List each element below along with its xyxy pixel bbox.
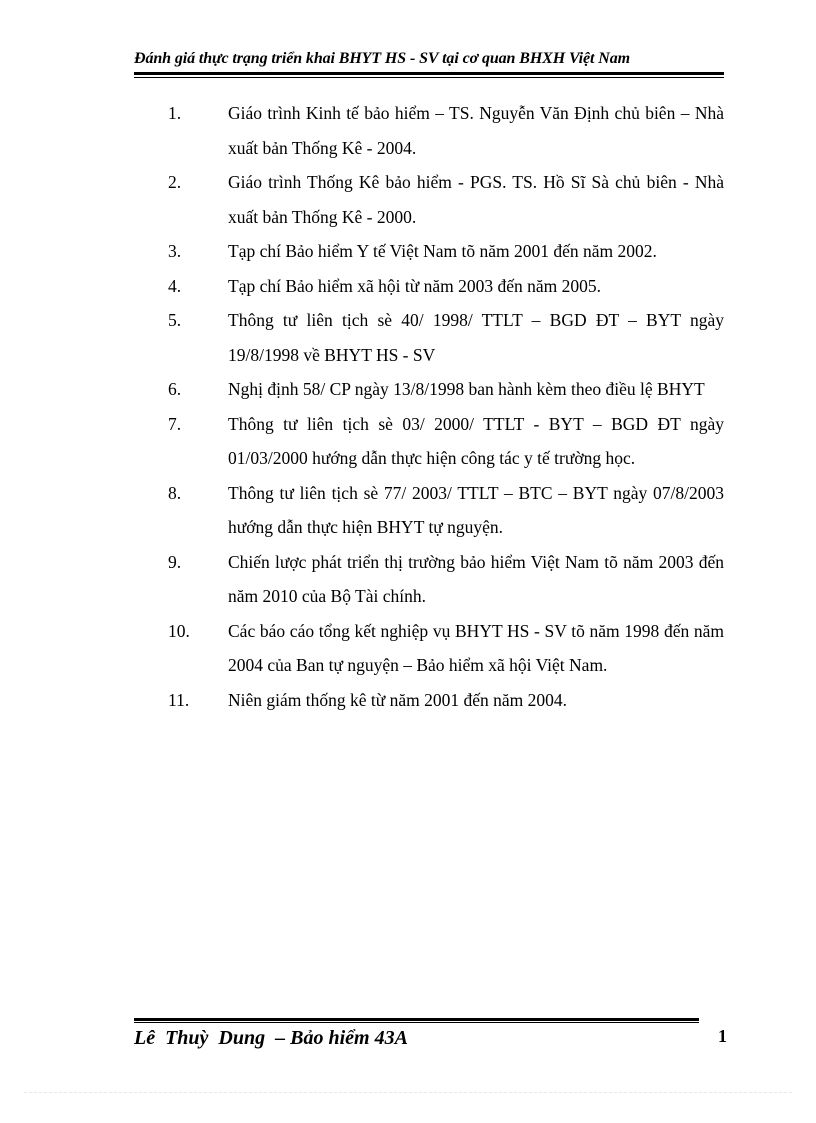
list-item-text: Tạp chí Bảo hiểm xã hội từ năm 2003 đến năm 2005. (228, 275, 602, 296)
list-item-number: 11. (168, 689, 190, 710)
list-item-text: Tạp chí Bảo hiểm Y tế Việt Nam tõ năm 2001 đến năm 2002. (228, 241, 657, 261)
list-item (168, 614, 724, 683)
list-item (168, 407, 724, 476)
list-item-number: 9. (168, 551, 182, 572)
list-item-text: Giáo trình Thống Kê bảo hiểm - PGS. TS. Hồ Sĩ Sà chủ biên - Nhà xuất bản Thống Kê - 2000. (228, 172, 724, 227)
list-item (168, 269, 724, 304)
list-item-text: Các báo cáo tổng kết nghiệp vụ BHYT HS - SV tõ năm 1998 đến năm 2004 của Ban tự nguyện – Bảo hiểm xã hội Việt Nam. (228, 620, 724, 675)
header-rule (134, 72, 724, 78)
list-item-number: 5. (168, 310, 182, 330)
list-item-text: Giáo trình Kinh tế bảo hiểm – TS. Nguyễn Văn Định chủ biên – Nhà xuất bản Thống Kê - 2004. (228, 103, 724, 158)
list-item-number: 7. (168, 413, 182, 434)
list-item (168, 96, 724, 165)
list-item (168, 303, 724, 372)
list-item-text: Niên giám thống kê từ năm 2001 đến năm 2004. (228, 689, 568, 710)
page-number: 1 (718, 1026, 727, 1046)
page-header (134, 48, 724, 78)
list-item-number: 3. (168, 241, 182, 261)
list-item-number: 6. (168, 379, 182, 399)
footer-author: Lê Thuỳ Dung – Bảo hiểm 43A (134, 1027, 408, 1049)
list-item-number: 10. (168, 620, 190, 641)
list-item-number: 4. (168, 275, 182, 296)
list-item (168, 545, 724, 614)
list-item-text: Thông tư liên tịch sè 77/ 2003/ TTLT – BTC – BYT ngày 07/8/2003 hướng dẫn thực hiện BHYT tự nguyện. (228, 482, 724, 537)
list-item-text: Chiến lược phát triển thị trường bảo hiểm Việt Nam tõ năm 2003 đến năm 2010 của Bộ Tài chính. (228, 551, 724, 606)
list-item-number: 1. (168, 103, 182, 123)
list-item-number: 2. (168, 172, 182, 192)
footer-rule (134, 1018, 699, 1023)
list-item (168, 234, 724, 269)
page-bottom-edge (24, 1092, 792, 1093)
list-item (168, 683, 724, 718)
list-item (168, 372, 724, 407)
header-title: Đánh giá thực trạng triển khai BHYT HS - SV tại cơ quan BHXH Việt Nam (134, 50, 630, 67)
list-item-text: Thông tư liên tịch sè 40/ 1998/ TTLT – BGD ĐT – BYT ngày 19/8/1998 về BHYT HS - SV (228, 310, 724, 365)
list-item (168, 476, 724, 545)
list-item-number: 8. (168, 482, 182, 503)
list-item-text: Thông tư liên tịch sè 03/ 2000/ TTLT - BYT – BGD ĐT ngày 01/03/2000 hướng dẫn thực hiện công tác y tế trường học. (228, 413, 724, 468)
list-item-text: Nghị định 58/ CP ngày 13/8/1998 ban hành kèm theo điều lệ BHYT (228, 379, 705, 399)
list-item (168, 165, 724, 234)
reference-list (168, 96, 724, 717)
